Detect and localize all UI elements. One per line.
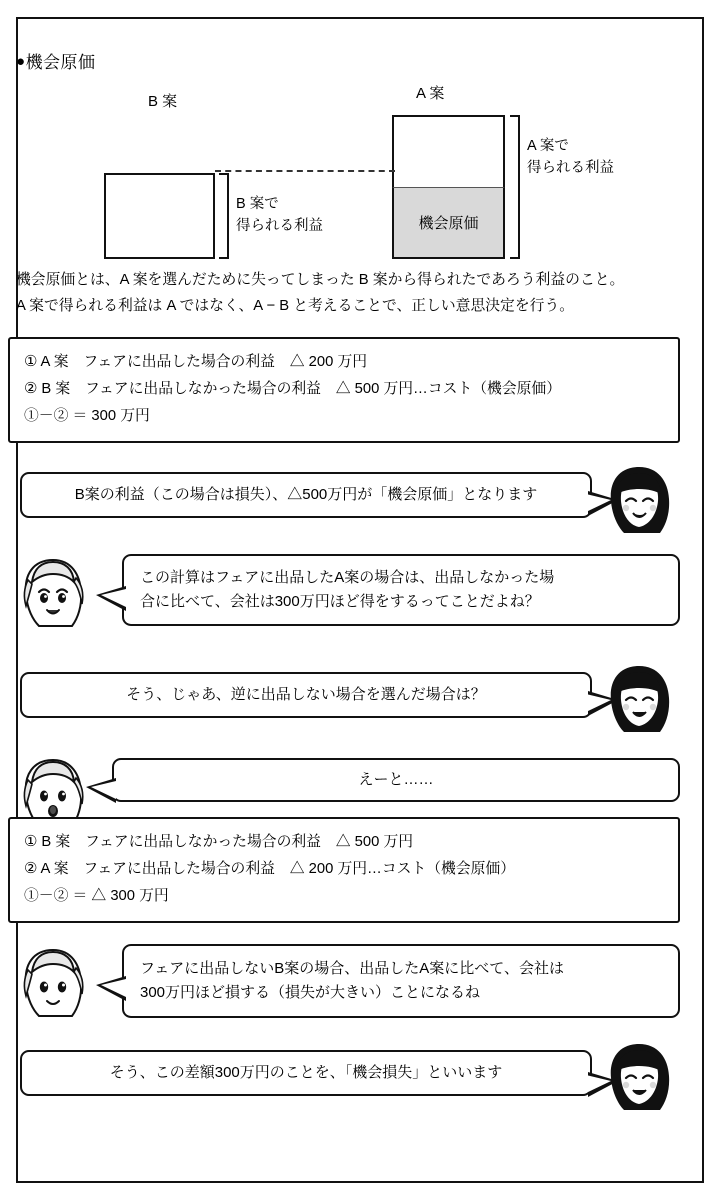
dialogue-row-5 <box>0 938 688 1030</box>
diagram-dashed-line <box>215 170 395 172</box>
student-avatar-icon <box>14 554 92 632</box>
speech-bubble-2-line-2: 合に比べて、会社は300万円ほど得をするってことだよね？ <box>140 593 540 610</box>
diagram-bracket-a-line1: A 案で <box>527 138 569 154</box>
diagram-bracket-a <box>510 115 520 259</box>
calc1-line-1: ① A 案 フェアに出品した場合の利益 △ 200 万円 <box>24 354 368 370</box>
student-avatar-icon <box>14 944 92 1022</box>
description-line-2: A 案で得られる利益は A ではなく、A − B と考えることで、正しい意思決定を行う。 <box>16 297 575 314</box>
speech-bubble-3 <box>20 672 592 718</box>
speech-bubble-1 <box>20 472 592 518</box>
speech-bubble-4-line-1: えーと…… <box>358 770 434 788</box>
teacher-avatar-icon <box>600 1038 678 1116</box>
speech-bubble-5-line-2: 300万円ほど損する（損失が大きい）ことになるね <box>140 984 481 1001</box>
dialogue-row-1 <box>0 458 688 530</box>
speech-bubble-6 <box>20 1050 592 1096</box>
calculation-box-1 <box>8 337 680 443</box>
description-paragraph <box>16 268 676 320</box>
diagram-bracket-a-text <box>527 136 614 180</box>
calculation-box-2 <box>8 817 680 923</box>
diagram-box-b <box>104 173 215 259</box>
speech-bubble-2 <box>122 554 680 626</box>
speech-bubble-4 <box>112 758 680 802</box>
section-title-text: 機会原価 <box>25 53 96 72</box>
diagram-bracket-b-line2: 得られる利益 <box>236 217 323 234</box>
diagram-fill-label: 機会原価 <box>418 215 479 232</box>
calc2-line-1: ① B 案 フェアに出品しなかった場合の利益 △ 500 万円 <box>24 834 414 850</box>
speech-bubble-5-line-1: フェアに出品しないB案の場合、出品したA案に比べて、会社は <box>140 959 564 977</box>
diagram-bracket-b-line1: B 案で <box>236 196 279 212</box>
speech-bubble-2-line-1: この計算はフェアに出品したA案の場合は、出品しなかった場 <box>140 568 555 586</box>
diagram-box-a-opportunity-cost <box>392 187 505 259</box>
calc1-line-3: ①－② ＝ 300 万円 <box>24 407 150 424</box>
diagram-label-a: A 案 <box>416 85 445 102</box>
calc2-line-3: ①－② ＝ △ 300 万円 <box>24 887 169 904</box>
opportunity-cost-diagram <box>0 70 688 270</box>
speech-bubble-1-line-1: B案の利益（この場合は損失）、△500万円が「機会原価」となります <box>74 485 538 503</box>
description-line-1: 機会原価とは、A 案を選んだために失ってしまった B 案から得られたであろう利益のこと。 <box>16 272 625 288</box>
speech-tail-4-inner <box>91 781 116 799</box>
dialogue-row-2 <box>0 548 688 640</box>
diagram-label-b: B 案 <box>148 93 178 110</box>
dialogue-row-6 <box>0 1036 688 1116</box>
speech-tail-5-inner <box>101 979 126 997</box>
diagram-bracket-a-line2: 得られる利益 <box>527 159 614 176</box>
diagram-bracket-b-text <box>236 194 323 238</box>
speech-tail-2-inner <box>101 589 126 607</box>
calc1-line-2: ② B 案 フェアに出品しなかった場合の利益 △ 500 万円…コスト（機会原価） <box>24 380 562 397</box>
speech-bubble-6-line-1: そう、この差額300万円のことを、「機会損失」といいます <box>109 1063 503 1081</box>
speech-bubble-5 <box>122 944 680 1018</box>
calc2-line-2: ② A 案 フェアに出品した場合の利益 △ 200 万円…コスト（機会原価） <box>24 860 516 877</box>
bullet-icon: ● <box>16 53 26 70</box>
teacher-avatar-icon <box>600 660 678 738</box>
dialogue-row-4 <box>0 744 688 816</box>
diagram-bracket-b <box>219 173 229 259</box>
dialogue-row-3 <box>0 658 688 732</box>
teacher-avatar-icon <box>600 461 678 539</box>
speech-bubble-3-line-1: そう、じゃあ、逆に出品しない場合を選んだ場合は？ <box>126 685 486 703</box>
